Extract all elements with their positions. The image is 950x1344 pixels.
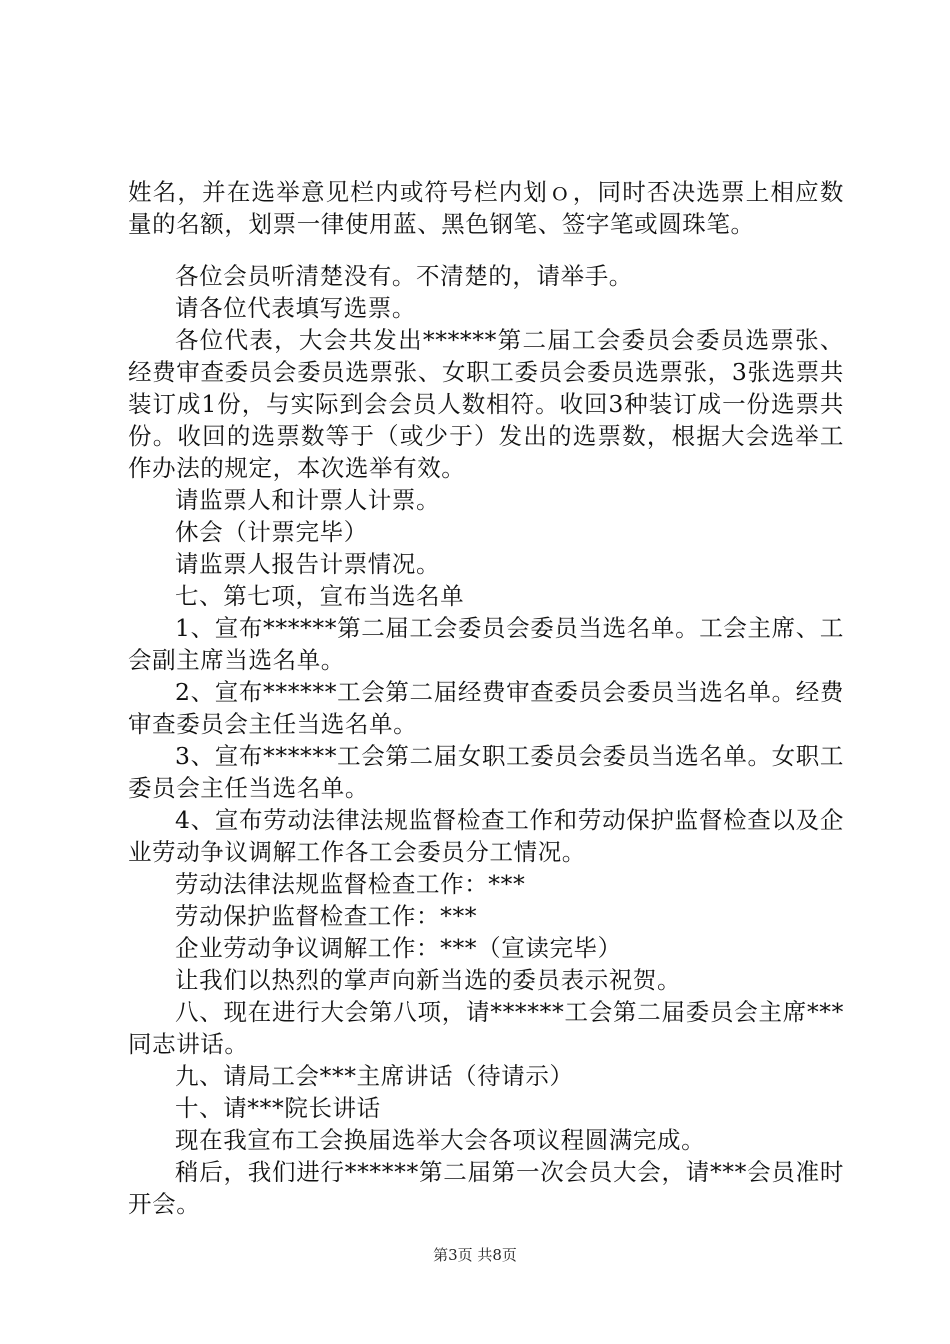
list-item: 2、宣布******工会第二届经费审查委员会委员当选名单。经费审查委员会主任当选名单。	[128, 678, 844, 738]
paragraph: 让我们以热烈的掌声向新当选的委员表示祝贺。	[175, 966, 682, 994]
paragraph: 各位会员听清楚没有。不清楚的，请举手。	[175, 262, 633, 290]
paragraph: 请监票人和计票人计票。	[175, 486, 441, 514]
section-heading: 八、现在进行大会第八项，请******工会第二届委员会主席***同志讲话。	[128, 998, 844, 1058]
list-item: 1、宣布******第二届工会委员会委员当选名单。工会主席、工会副主席当选名单。	[128, 614, 844, 674]
paragraph: 请监票人报告计票情况。	[175, 550, 441, 578]
paragraph-gap	[128, 240, 844, 260]
section-heading: 十、请***院长讲话	[175, 1094, 381, 1122]
paragraph: 劳动法律法规监督检查工作：***	[175, 870, 526, 898]
paragraph: 各位代表，大会共发出******第二届工会委员会委员选票张、经费审查委员会委员选票张、女职工委员会委员选票张，3张选票共装订成1份，与实际到会会员人数相符。收回3种装订成一份选票共份。收回的选票数等于（或少于）发出的选票数，根据大会选举工作办法的规定，本次选举有效。	[128, 326, 844, 482]
list-item: 3、宣布******工会第二届女职工委员会委员当选名单。女职工委员会主任当选名单。	[128, 742, 844, 802]
section-heading: 七、第七项，宣布当选名单	[175, 582, 465, 610]
paragraph: 稍后，我们进行******第二届第一次会员大会，请***会员准时开会。	[128, 1158, 844, 1218]
paragraph: 请各位代表填写选票。	[175, 294, 416, 322]
paragraph: 休会（计票完毕）	[175, 518, 368, 546]
page-number-label: 第3页 共8页	[433, 1246, 517, 1264]
document-body	[128, 176, 844, 1220]
paragraph: 劳动保护监督检查工作：***	[175, 902, 478, 930]
paragraph: 现在我宣布工会换届选举大会各项议程圆满完成。	[175, 1126, 706, 1154]
paragraph: 企业劳动争议调解工作：***（宣读完毕）	[175, 934, 622, 962]
section-heading: 九、请局工会***主席讲话（待请示）	[175, 1062, 574, 1090]
paragraph-continuation: 姓名，并在选举意见栏内或符号栏内划ｏ，同时否决选票上相应数量的名额，划票一律使用蓝、黑色钢笔、签字笔或圆珠笔。	[128, 178, 844, 238]
list-item: 4、宣布劳动法律法规监督检查工作和劳动保护监督检查以及企业劳动争议调解工作各工会委员分工情况。	[128, 806, 844, 866]
page-footer	[0, 1244, 950, 1265]
